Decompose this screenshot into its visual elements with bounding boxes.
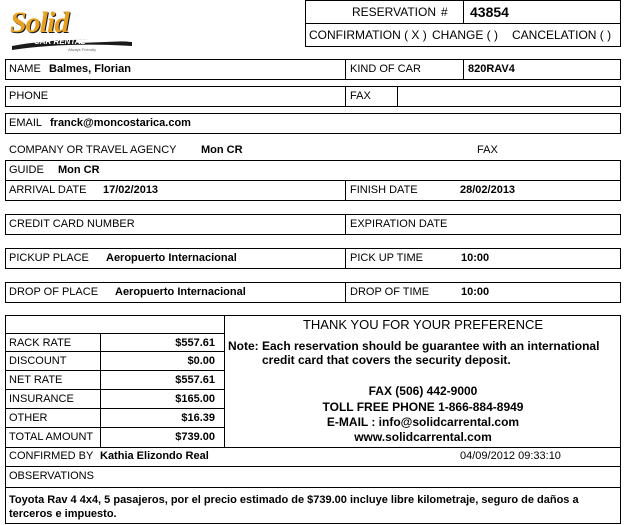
rate-label: NET RATE xyxy=(9,374,63,386)
drop-time-label: DROP OF TIME xyxy=(350,286,430,298)
contact-fax: FAX (506) 442-9000 xyxy=(368,384,478,398)
note-line-2: credit card that covers the security deposit. xyxy=(262,353,511,367)
note-line-1: Each reservation should be guarantee with an international xyxy=(262,339,600,353)
contact-website: www.solidcarrental.com xyxy=(354,430,492,444)
rate-value: $165.00 xyxy=(175,393,215,405)
confirmed-by-label: CONFIRMED BY xyxy=(9,450,94,462)
observations-line-2: terceros e impuesto. xyxy=(9,508,117,520)
confirmation-option: CONFIRMATION ( X ) xyxy=(309,28,427,42)
credit-card-label: CREDIT CARD NUMBER xyxy=(9,218,135,230)
guide-label: GUIDE xyxy=(9,164,44,176)
observations-label: OBSERVATIONS xyxy=(9,470,94,482)
rate-label: OTHER xyxy=(9,412,48,424)
guide-value: Mon CR xyxy=(58,164,100,176)
name-label: NAME xyxy=(9,63,41,75)
rate-label: DISCOUNT xyxy=(9,355,67,367)
company-fax-label: FAX xyxy=(477,144,498,156)
note-label: Note: xyxy=(228,339,259,353)
rate-value: $557.61 xyxy=(175,337,215,349)
confirmed-by-value: Kathia Elizondo Real xyxy=(100,450,209,462)
change-option: CHANGE ( ) xyxy=(432,28,498,42)
arrival-date-value: 17/02/2013 xyxy=(103,184,159,196)
fax-label: FAX xyxy=(350,90,371,102)
logo-sub: CAR RENTAL xyxy=(34,37,86,46)
reservation-label: RESERVATION xyxy=(352,5,437,19)
rate-label: INSURANCE xyxy=(9,393,74,405)
observations-line-1: Toyota Rav 4 4x4, 5 pasajeros, por el precio estimado de $739.00 incluye libre kilometraje, seguro de daños a xyxy=(9,494,579,506)
pickup-row xyxy=(5,248,621,269)
logo-tagline: Always Friendly xyxy=(68,47,97,52)
expiration-date-label: EXPIRATION DATE xyxy=(350,218,448,230)
drop-place-value: Aeropuerto Internacional xyxy=(115,286,246,298)
company-value: Mon CR xyxy=(201,144,243,156)
pickup-place-value: Aeropuerto Internacional xyxy=(106,252,237,264)
name-value: Balmes, Florian xyxy=(49,63,131,75)
pickup-time-value: 10:00 xyxy=(461,252,490,264)
rate-label: RACK RATE xyxy=(9,337,72,349)
pickup-time-label: PICK UP TIME xyxy=(350,252,423,264)
kind-of-car-label: KIND OF CAR xyxy=(350,63,421,75)
finish-date-label: FINISH DATE xyxy=(350,184,418,196)
phone-row xyxy=(5,86,621,107)
logo-brand: Solid xyxy=(10,6,69,39)
pickup-place-label: PICKUP PLACE xyxy=(9,252,89,264)
confirmed-timestamp: 04/09/2012 09:33:10 xyxy=(460,450,561,462)
email-label: EMAIL xyxy=(9,117,43,129)
cancelation-option: CANCELATION ( ) xyxy=(512,28,612,42)
phone-label: PHONE xyxy=(9,90,49,102)
email-value: franck@moncostarica.com xyxy=(50,117,191,129)
drop-place-label: DROP OF PLACE xyxy=(9,286,99,298)
kind-of-car-value: 820RAV4 xyxy=(468,63,515,75)
drop-time-value: 10:00 xyxy=(461,286,490,298)
thanks-title: THANK YOU FOR YOUR PREFERENCE xyxy=(302,317,544,332)
finish-date-value: 28/02/2013 xyxy=(460,184,516,196)
contact-email: E-MAIL : info@solidcarrental.com xyxy=(326,415,520,429)
contact-tollfree: TOLL FREE PHONE 1-866-884-8949 xyxy=(322,400,524,414)
company-logo xyxy=(6,6,136,50)
rate-value: $739.00 xyxy=(175,431,215,443)
reservation-number: 43854 xyxy=(470,4,509,20)
rate-value: $16.39 xyxy=(181,412,215,424)
company-label: COMPANY OR TRAVEL AGENCY xyxy=(9,144,177,156)
reservation-hash: # xyxy=(441,5,448,19)
arrival-date-label: ARRIVAL DATE xyxy=(9,184,87,196)
rate-label: TOTAL AMOUNT xyxy=(9,431,94,443)
rate-value: $557.61 xyxy=(175,374,215,386)
rate-value: $0.00 xyxy=(187,355,215,367)
